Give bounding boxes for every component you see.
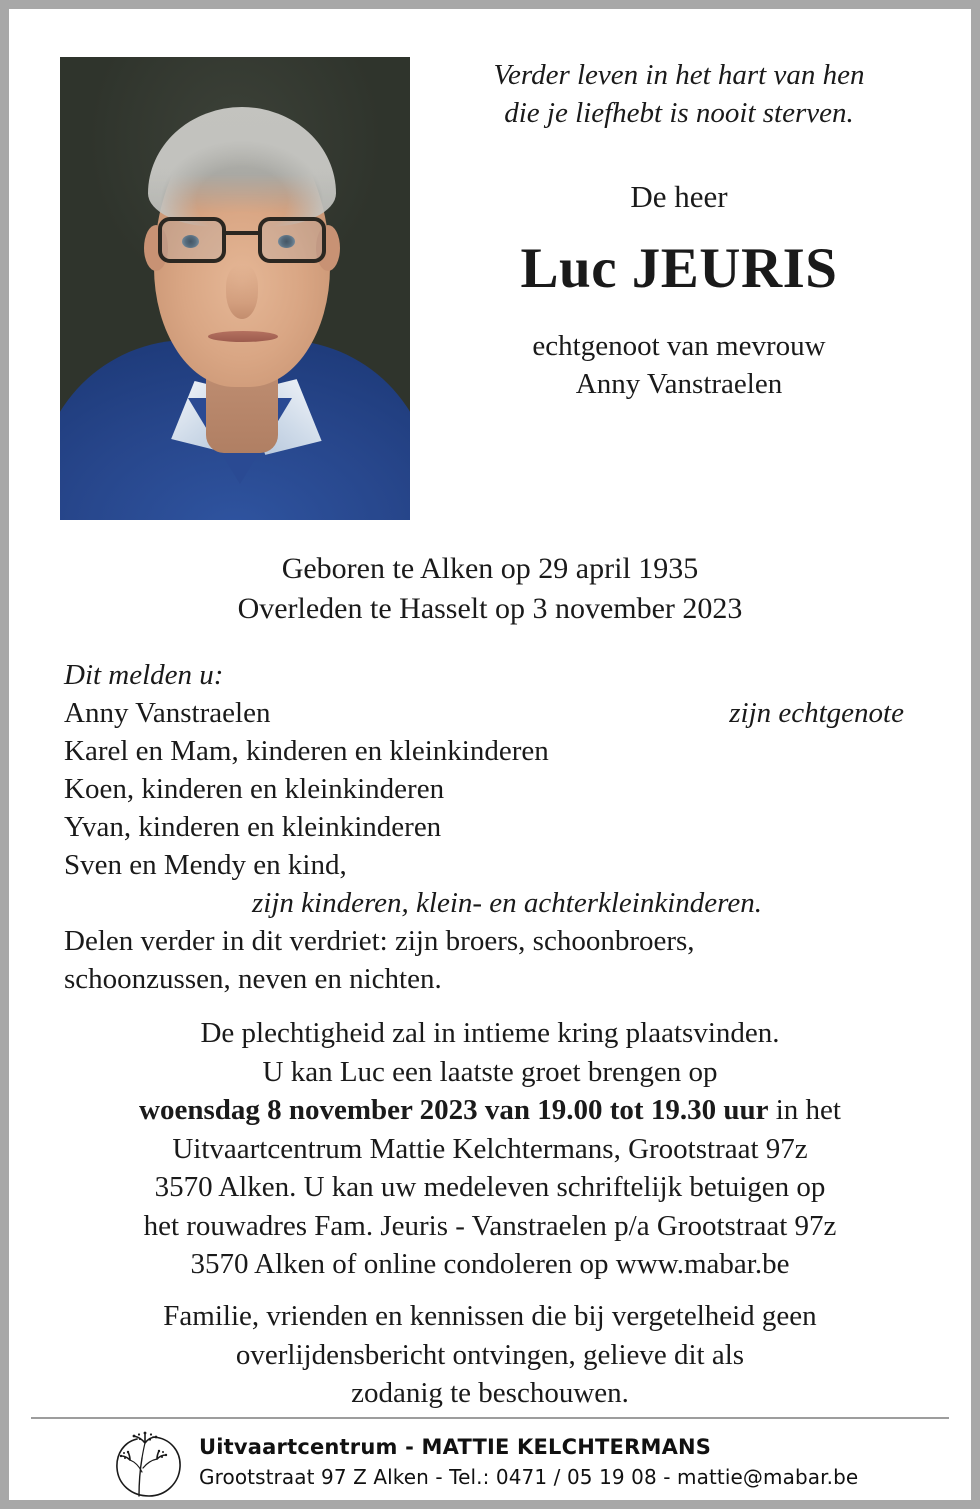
- photo-glasses-bridge: [224, 231, 260, 235]
- family-others-line-1: Delen verder in dit verdriet: zijn broers, schoonbroers,: [64, 924, 695, 957]
- footer-text-block: [199, 1430, 858, 1490]
- ceremony-line-1: De plechtigheid zal in intieme kring plaatsvinden.: [200, 1017, 780, 1049]
- footer-divider: [31, 1417, 949, 1419]
- footer: [109, 1430, 909, 1504]
- family-row-widow: [64, 695, 904, 733]
- widow-name: Anny Vanstraelen: [64, 696, 271, 729]
- ceremony-online-condolence: 3570 Alken of online condoleren op www.mabar.be: [190, 1248, 790, 1281]
- widow-role: zijn echtgenote: [729, 696, 904, 729]
- quote-line-2: die je liefhebt is nooit sterven.: [504, 96, 854, 129]
- deceased-name: Luc JEURIS: [520, 236, 838, 300]
- footer-company-name: Uitvaartcentrum - MATTIE KELCHTERMANS: [199, 1435, 712, 1459]
- ceremony-line-5: 3570 Alken. U kan uw medeleven schriftelijk betuigen op: [154, 1171, 826, 1204]
- family-child-4: Sven en Mendy en kind,: [64, 848, 347, 881]
- family-intro: Dit melden u:: [64, 659, 224, 691]
- header-section: [9, 9, 971, 529]
- closing-line-2: overlijdensbericht ontvingen, gelieve dit als: [235, 1338, 745, 1371]
- quote-line-1: Verder leven in het hart van hen: [493, 59, 865, 91]
- footer-contact-line: Grootstraat 97 Z Alken - Tel.: 0471 / 05 19 08 - mattie@mabar.be: [199, 1465, 859, 1490]
- family-others-line-2: schoonzussen, neven en nichten.: [64, 962, 442, 995]
- spouse-prefix: echtgenoot van mevrouw: [532, 330, 826, 363]
- flower-in-circle-icon: [109, 1430, 187, 1504]
- announcement-sheet: [9, 9, 971, 1500]
- photo-mouth: [208, 331, 278, 342]
- ceremony-line-2: U kan Luc een laatste groet brengen op: [262, 1055, 718, 1088]
- death-line: Overleden te Hasselt op 3 november 2023: [237, 591, 743, 625]
- portrait-photo: [60, 57, 410, 520]
- heading-block: [429, 57, 929, 404]
- ceremony-datetime-line: [37, 1091, 943, 1130]
- family-announcement: [64, 657, 904, 999]
- ceremony-line-3-tail: in het: [768, 1094, 841, 1127]
- family-child-1: Karel en Mam, kinderen en kleinkinderen: [64, 734, 549, 767]
- ceremony-condolence-address: het rouwadres Fam. Jeuris - Vanstraelen p/a Grootstraat 97z: [143, 1209, 837, 1242]
- photo-lens-left: [158, 217, 226, 263]
- life-dates: [9, 549, 971, 629]
- family-child-2: Koen, kinderen en kleinkinderen: [64, 772, 445, 805]
- ceremony-venue: Uitvaartcentrum Mattie Kelchtermans, Grootstraat 97z: [172, 1132, 808, 1165]
- photo-nose: [226, 265, 258, 319]
- children-role: zijn kinderen, klein- en achterkleinkinderen.: [252, 886, 762, 919]
- memorial-quote: [429, 57, 929, 132]
- closing-line-3: zodanig te beschouwen.: [351, 1377, 629, 1410]
- photo-glasses: [158, 217, 328, 267]
- spouse-block: [429, 328, 929, 403]
- family-child-3: Yvan, kinderen en kleinkinderen: [64, 810, 442, 843]
- birth-line: Geboren te Alken op 29 april 1935: [281, 552, 699, 585]
- ceremony-details: [37, 1014, 943, 1284]
- salutation: De heer: [630, 179, 728, 215]
- closing-line-1: Familie, vrienden en kennissen die bij vergetelheid geen: [163, 1300, 817, 1332]
- spouse-name: Anny Vanstraelen: [575, 367, 783, 400]
- photo-lens-right: [258, 217, 326, 263]
- closing-note: [37, 1297, 943, 1413]
- ceremony-datetime: woensdag 8 november 2023 van 19.00 tot 19.30 uur: [139, 1094, 769, 1127]
